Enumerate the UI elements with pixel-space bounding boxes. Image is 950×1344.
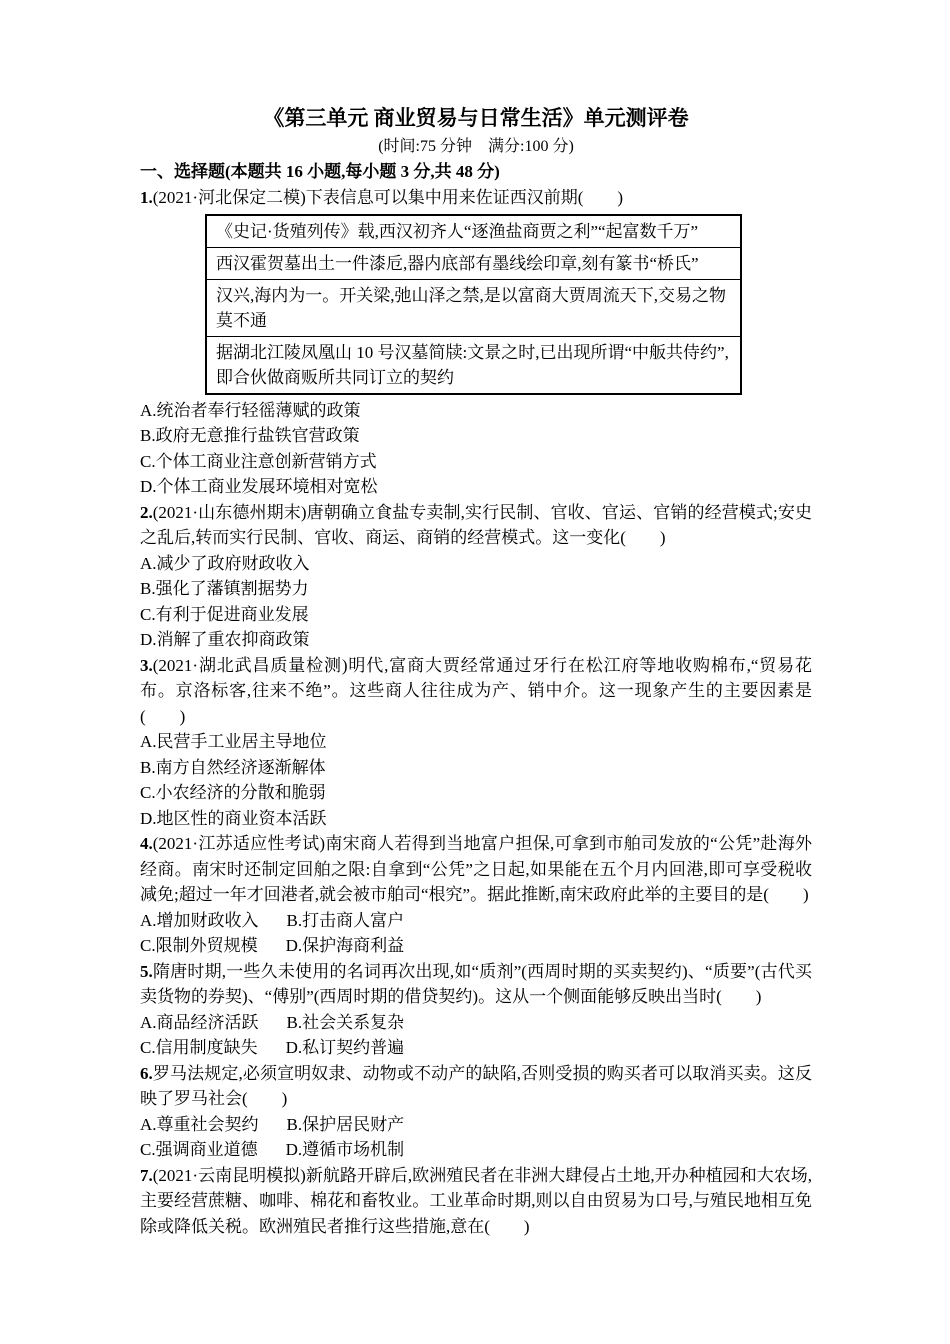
option-C: C.个体工商业注意创新营销方式 <box>140 451 377 471</box>
option-D: D.个体工商业发展环境相对宽松 <box>140 477 378 496</box>
option-B: B.社会关系复杂 <box>286 1012 405 1032</box>
table-row <box>206 215 741 248</box>
option-A: A.尊重社会契约 <box>140 1114 259 1134</box>
questions-container <box>140 185 812 1239</box>
question-7 <box>140 1163 812 1240</box>
table-cell: 汉兴,海内为一。开关梁,弛山泽之禁,是以富商大贾周流天下,交易之物莫不通 <box>206 279 741 336</box>
question-4 <box>140 831 812 959</box>
option-D: D.私订契约普遍 <box>285 1038 405 1057</box>
question-6 <box>140 1061 812 1163</box>
option-row <box>140 398 812 424</box>
option-A: A.增加财政收入 <box>140 910 259 930</box>
option-row <box>140 1035 812 1061</box>
table-row <box>206 247 741 279</box>
question-2 <box>140 500 812 653</box>
option-D: D.消解了重农抑商政策 <box>140 630 310 649</box>
option-row <box>140 729 812 755</box>
question-text: 罗马法规定,必须宣明奴隶、动物或不动产的缺陷,否则受损的购买者可以取消买卖。这反映了罗马社会( ) <box>140 1063 812 1108</box>
option-row <box>140 806 812 832</box>
question-1 <box>140 185 812 500</box>
question-number: 6. <box>140 1063 153 1083</box>
question-number: 4. <box>140 834 153 853</box>
option-row <box>140 780 812 806</box>
table-cell: 据湖北江陵凤凰山 10 号汉墓简牍:文景之时,已出现所谓“中舨共侍约”,即合伙做商贩所共同订立的契约 <box>206 336 741 394</box>
option-B: B.保护居民财产 <box>286 1114 405 1134</box>
question-text: (2021·湖北武昌质量检测)明代,富商大贾经常通过牙行在松江府等地收购棉布,“贸易花布。京洛标客,往来不绝”。这些商人往往成为产、销中介。这一现象产生的主要因素是( ) <box>140 655 812 726</box>
question-text: (2021·江苏适应性考试)南宋商人若得到当地富户担保,可拿到市舶司发放的“公凭”赴海外经商。南宋时还制定回舶之限:自拿到“公凭”之日起,如果能在五个月内回港,即可享受税收减免;超过一年才回港者,就会被市舶司“根究”。据此推断,南宋政府此举的主要目的是( ) <box>140 834 812 904</box>
table-cell: 西汉霍贺墓出土一件漆卮,器内底部有墨线绘印章,刻有篆书“桥氏” <box>206 247 741 279</box>
question-number: 1. <box>140 188 153 207</box>
question-stem <box>140 653 812 730</box>
question-number: 3. <box>140 655 153 675</box>
option-C: C.信用制度缺失 <box>140 1038 258 1057</box>
question-stem <box>140 500 812 551</box>
question-5 <box>140 959 812 1061</box>
question-number: 5. <box>140 961 153 981</box>
paper-title: 《第三单元 商业贸易与日常生活》单元测评卷 <box>263 106 689 130</box>
option-row <box>140 1010 812 1036</box>
option-A: A.商品经济活跃 <box>140 1012 259 1032</box>
section-header: 一、选择题(本题共 16 小题,每小题 3 分,共 48 分) <box>140 162 500 181</box>
question-text: (2021·云南昆明模拟)新航路开辟后,欧洲殖民者在非洲大肆侵占土地,开办种植园和大农场,主要经营蔗糖、咖啡、棉花和畜牧业。工业革命时期,则以自由贸易为口号,与殖民地相互免除或降低关税。欧洲殖民者推行这些措施,意在( ) <box>140 1165 812 1236</box>
question-3 <box>140 653 812 832</box>
option-A: A.民营手工业居主导地位 <box>140 732 327 751</box>
option-row <box>140 755 812 781</box>
option-row <box>140 908 812 934</box>
option-row <box>140 627 812 653</box>
question-stem <box>140 1163 812 1240</box>
option-row <box>140 449 812 475</box>
option-A: A.减少了政府财政收入 <box>140 553 310 573</box>
option-row <box>140 576 812 602</box>
option-row <box>140 551 812 577</box>
question-stem <box>140 959 812 1010</box>
question-stem <box>140 1061 812 1112</box>
option-row <box>140 474 812 500</box>
option-D: D.遵循市场机制 <box>285 1140 405 1159</box>
question-stem <box>140 831 812 908</box>
table-row <box>206 279 741 336</box>
option-C: C.有利于促进商业发展 <box>140 604 309 624</box>
table-row <box>206 336 741 394</box>
option-B: B.政府无意推行盐铁官营政策 <box>140 426 360 445</box>
question-number: 7. <box>140 1165 153 1185</box>
question-text: (2021·河北保定二模)下表信息可以集中用来佐证西汉前期( ) <box>152 188 624 207</box>
table-cell: 《史记·货殖列传》载,西汉初齐人“逐渔盐商贾之利”“起富数千万” <box>206 215 741 248</box>
option-D: D.保护海商利益 <box>285 936 405 955</box>
option-row <box>140 602 812 628</box>
option-row <box>140 933 812 959</box>
option-B: B.南方自然经济逐渐解体 <box>140 757 326 777</box>
option-A: A.统治者奉行轻徭薄赋的政策 <box>140 400 361 420</box>
option-B: B.打击商人富户 <box>286 910 405 930</box>
option-C: C.限制外贸规模 <box>140 936 258 955</box>
option-row <box>140 423 812 449</box>
option-C: C.小农经济的分散和脆弱 <box>140 783 326 802</box>
option-D: D.地区性的商业资本活跃 <box>140 808 327 828</box>
option-row <box>140 1112 812 1138</box>
question-table <box>205 214 742 395</box>
question-stem <box>140 185 812 211</box>
question-text: 隋唐时期,一些久未使用的名词再次出现,如“质剂”(西周时期的买卖契约)、“质要”(古代买卖货物的券契)、“傅别”(西周时期的借贷契约)。这从一个侧面能够反映出当时( ) <box>140 961 812 1006</box>
question-number: 2. <box>140 502 153 522</box>
option-C: C.强调商业道德 <box>140 1140 258 1159</box>
option-row <box>140 1137 812 1163</box>
option-B: B.强化了藩镇割据势力 <box>140 579 309 598</box>
paper-subtitle: (时间:75 分钟 满分:100 分) <box>378 138 574 155</box>
question-text: (2021·山东德州期末)唐朝确立食盐专卖制,实行民制、官收、官运、官销的经营模式;安史之乱后,转而实行民制、官收、商运、商销的经营模式。这一变化( ) <box>140 502 812 547</box>
